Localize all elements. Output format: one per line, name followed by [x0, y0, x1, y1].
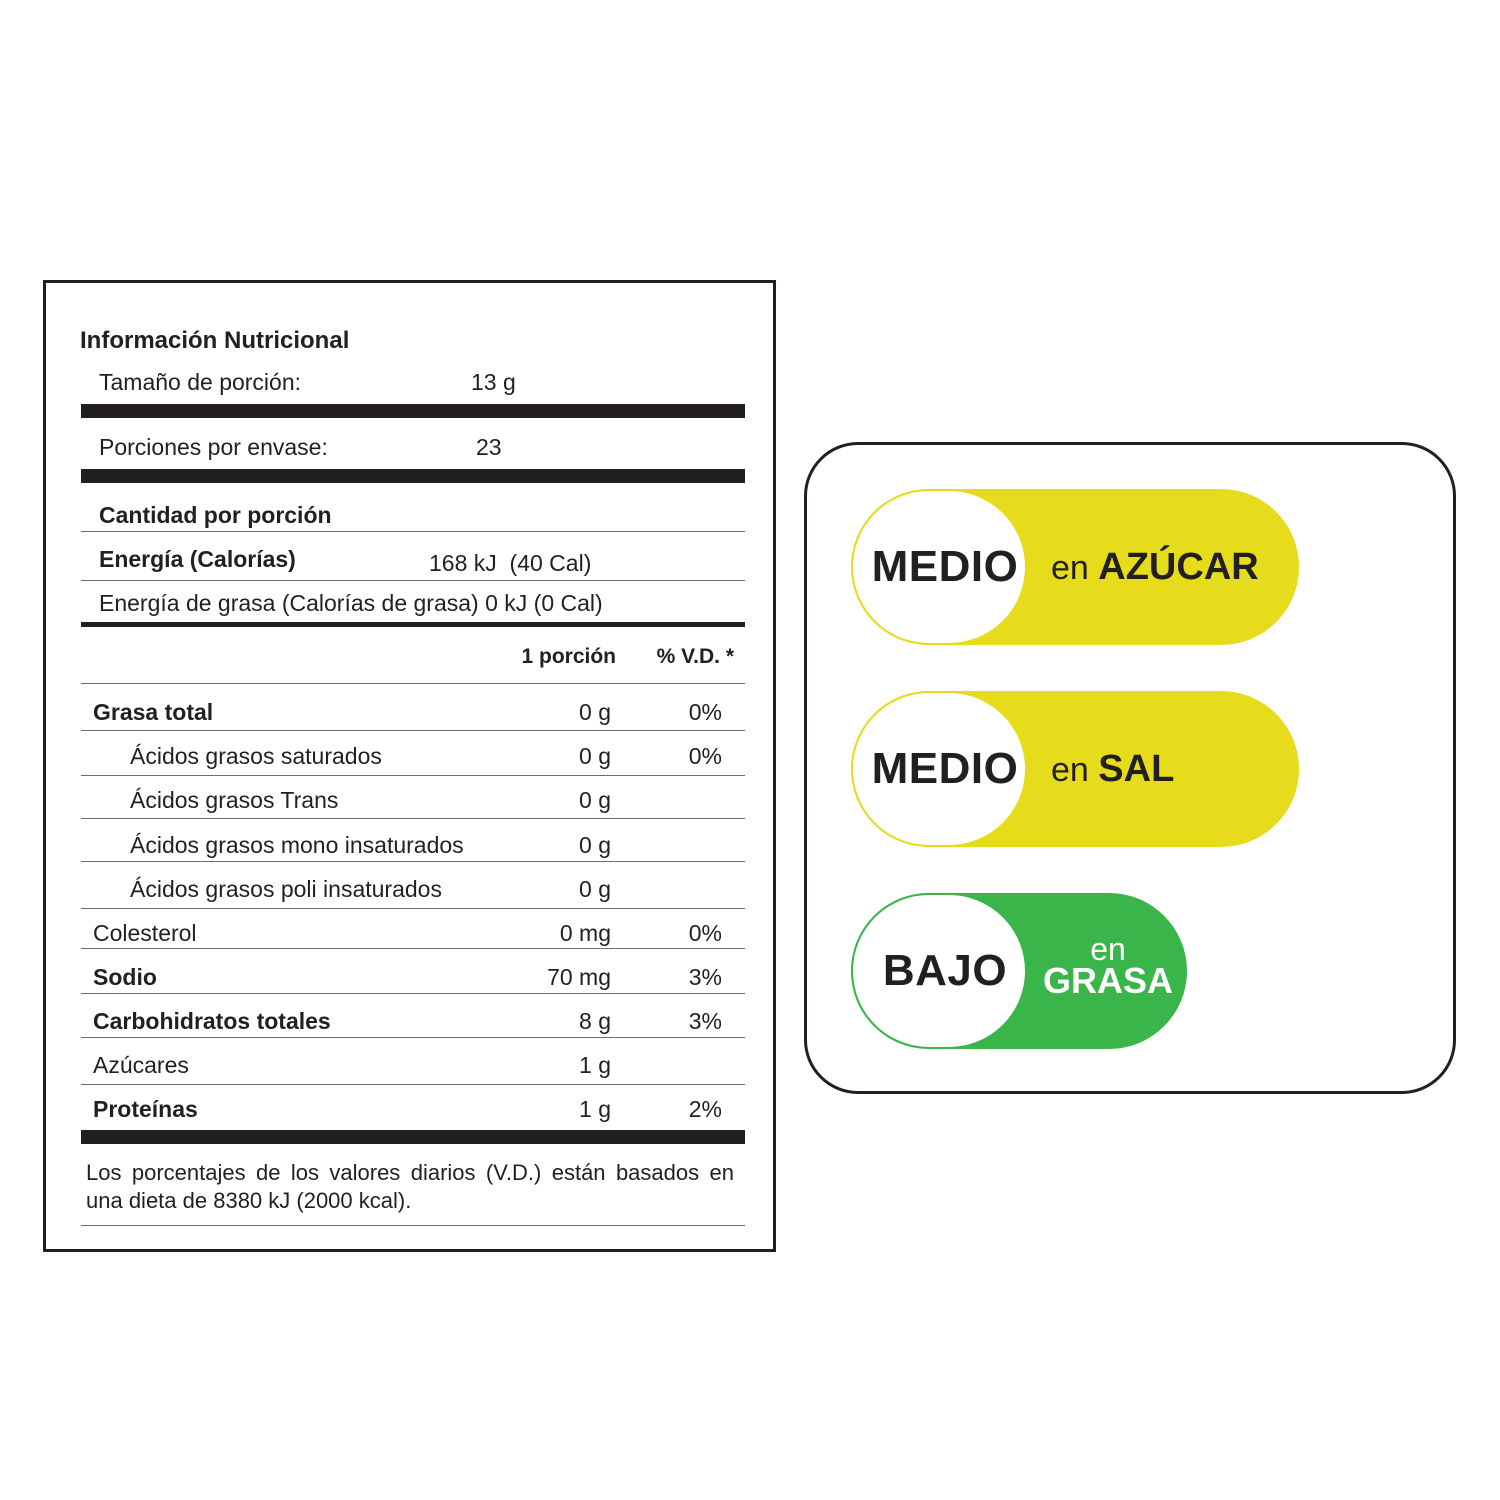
column-portion-header: 1 porción	[521, 645, 616, 668]
divider	[81, 1130, 745, 1144]
row-label-mono-fat: Ácidos grasos mono insaturados	[130, 832, 464, 858]
seal-connector: en	[1051, 549, 1089, 587]
seal-nutrient: GRASA	[1042, 960, 1173, 1001]
row-dv: 2%	[688, 1096, 722, 1122]
servings-value: 23	[476, 434, 502, 460]
row-dv: 3%	[688, 1008, 722, 1034]
seal-salt	[851, 691, 1299, 847]
divider	[81, 580, 745, 581]
divider	[81, 818, 745, 819]
nutrition-facts-panel	[43, 280, 776, 1252]
serving-size-label: Tamaño de porción:	[99, 369, 302, 395]
row-value: 0 g	[579, 787, 611, 813]
divider	[81, 404, 745, 418]
seal-nutrient-text	[1039, 933, 1177, 999]
seal-connector: en	[1090, 931, 1126, 967]
seal-connector: en	[1051, 751, 1089, 789]
divider	[81, 993, 745, 994]
nutrition-title: Información Nutricional	[80, 327, 350, 354]
row-label-sugars: Azúcares	[93, 1052, 189, 1078]
row-dv: 0%	[688, 743, 722, 769]
seal-fat	[851, 893, 1187, 1049]
divider	[81, 622, 745, 627]
servings-label: Porciones por envase:	[99, 434, 328, 460]
row-value: 1 g	[579, 1096, 611, 1122]
warning-seals-panel	[804, 442, 1456, 1094]
divider	[81, 531, 745, 532]
seal-level: MEDIO	[871, 744, 1019, 793]
seal-nutrient: SAL	[1098, 748, 1175, 790]
row-label-cholesterol: Colesterol	[93, 920, 197, 946]
seal-level: MEDIO	[871, 542, 1019, 591]
seal-nutrient-text	[1051, 489, 1259, 645]
row-value: 8 g	[579, 1008, 611, 1034]
seal-level: BAJO	[882, 946, 1008, 995]
divider	[81, 730, 745, 731]
divider	[81, 1037, 745, 1038]
energy-value: 168 kJ (40 Cal)	[429, 550, 592, 576]
energy-label: Energía (Calorías)	[99, 546, 296, 572]
divider	[81, 1225, 745, 1226]
row-dv: 0%	[688, 699, 722, 725]
serving-size-value: 13 g	[471, 369, 516, 395]
footnote: Los porcentajes de los valores diarios (V.D.) están basados en una dieta de 8380 kJ (2000 kcal).	[86, 1160, 734, 1213]
column-dv-header: % V.D. *	[656, 645, 734, 668]
divider	[81, 775, 745, 776]
row-dv: 3%	[688, 964, 722, 990]
divider	[81, 469, 745, 483]
row-value: 0 mg	[559, 920, 611, 946]
row-label-sodium: Sodio	[93, 964, 157, 990]
divider	[81, 948, 745, 949]
fat-energy: Energía de grasa (Calorías de grasa) 0 kJ (0 Cal)	[99, 590, 603, 616]
row-dv: 0%	[688, 920, 722, 946]
seal-nutrient-text	[1051, 691, 1174, 847]
divider	[81, 1084, 745, 1085]
row-label-protein: Proteínas	[93, 1096, 198, 1122]
row-value: 0 g	[579, 832, 611, 858]
row-value: 0 g	[579, 876, 611, 902]
row-label-trans-fat: Ácidos grasos Trans	[130, 787, 339, 813]
row-label-saturated-fat: Ácidos grasos saturados	[130, 743, 382, 769]
divider	[81, 908, 745, 909]
row-value: 1 g	[579, 1052, 611, 1078]
amount-per-serving: Cantidad por porción	[99, 502, 332, 528]
divider	[81, 683, 745, 684]
row-value: 0 g	[579, 743, 611, 769]
divider	[81, 861, 745, 862]
row-label-carbs: Carbohidratos totales	[93, 1008, 331, 1034]
row-value: 70 mg	[547, 964, 611, 990]
seal-sugar	[851, 489, 1299, 645]
seal-nutrient: AZÚCAR	[1098, 546, 1259, 588]
row-value: 0 g	[579, 699, 611, 725]
row-label-total-fat: Grasa total	[93, 699, 214, 725]
row-label-poly-fat: Ácidos grasos poli insaturados	[130, 876, 442, 902]
